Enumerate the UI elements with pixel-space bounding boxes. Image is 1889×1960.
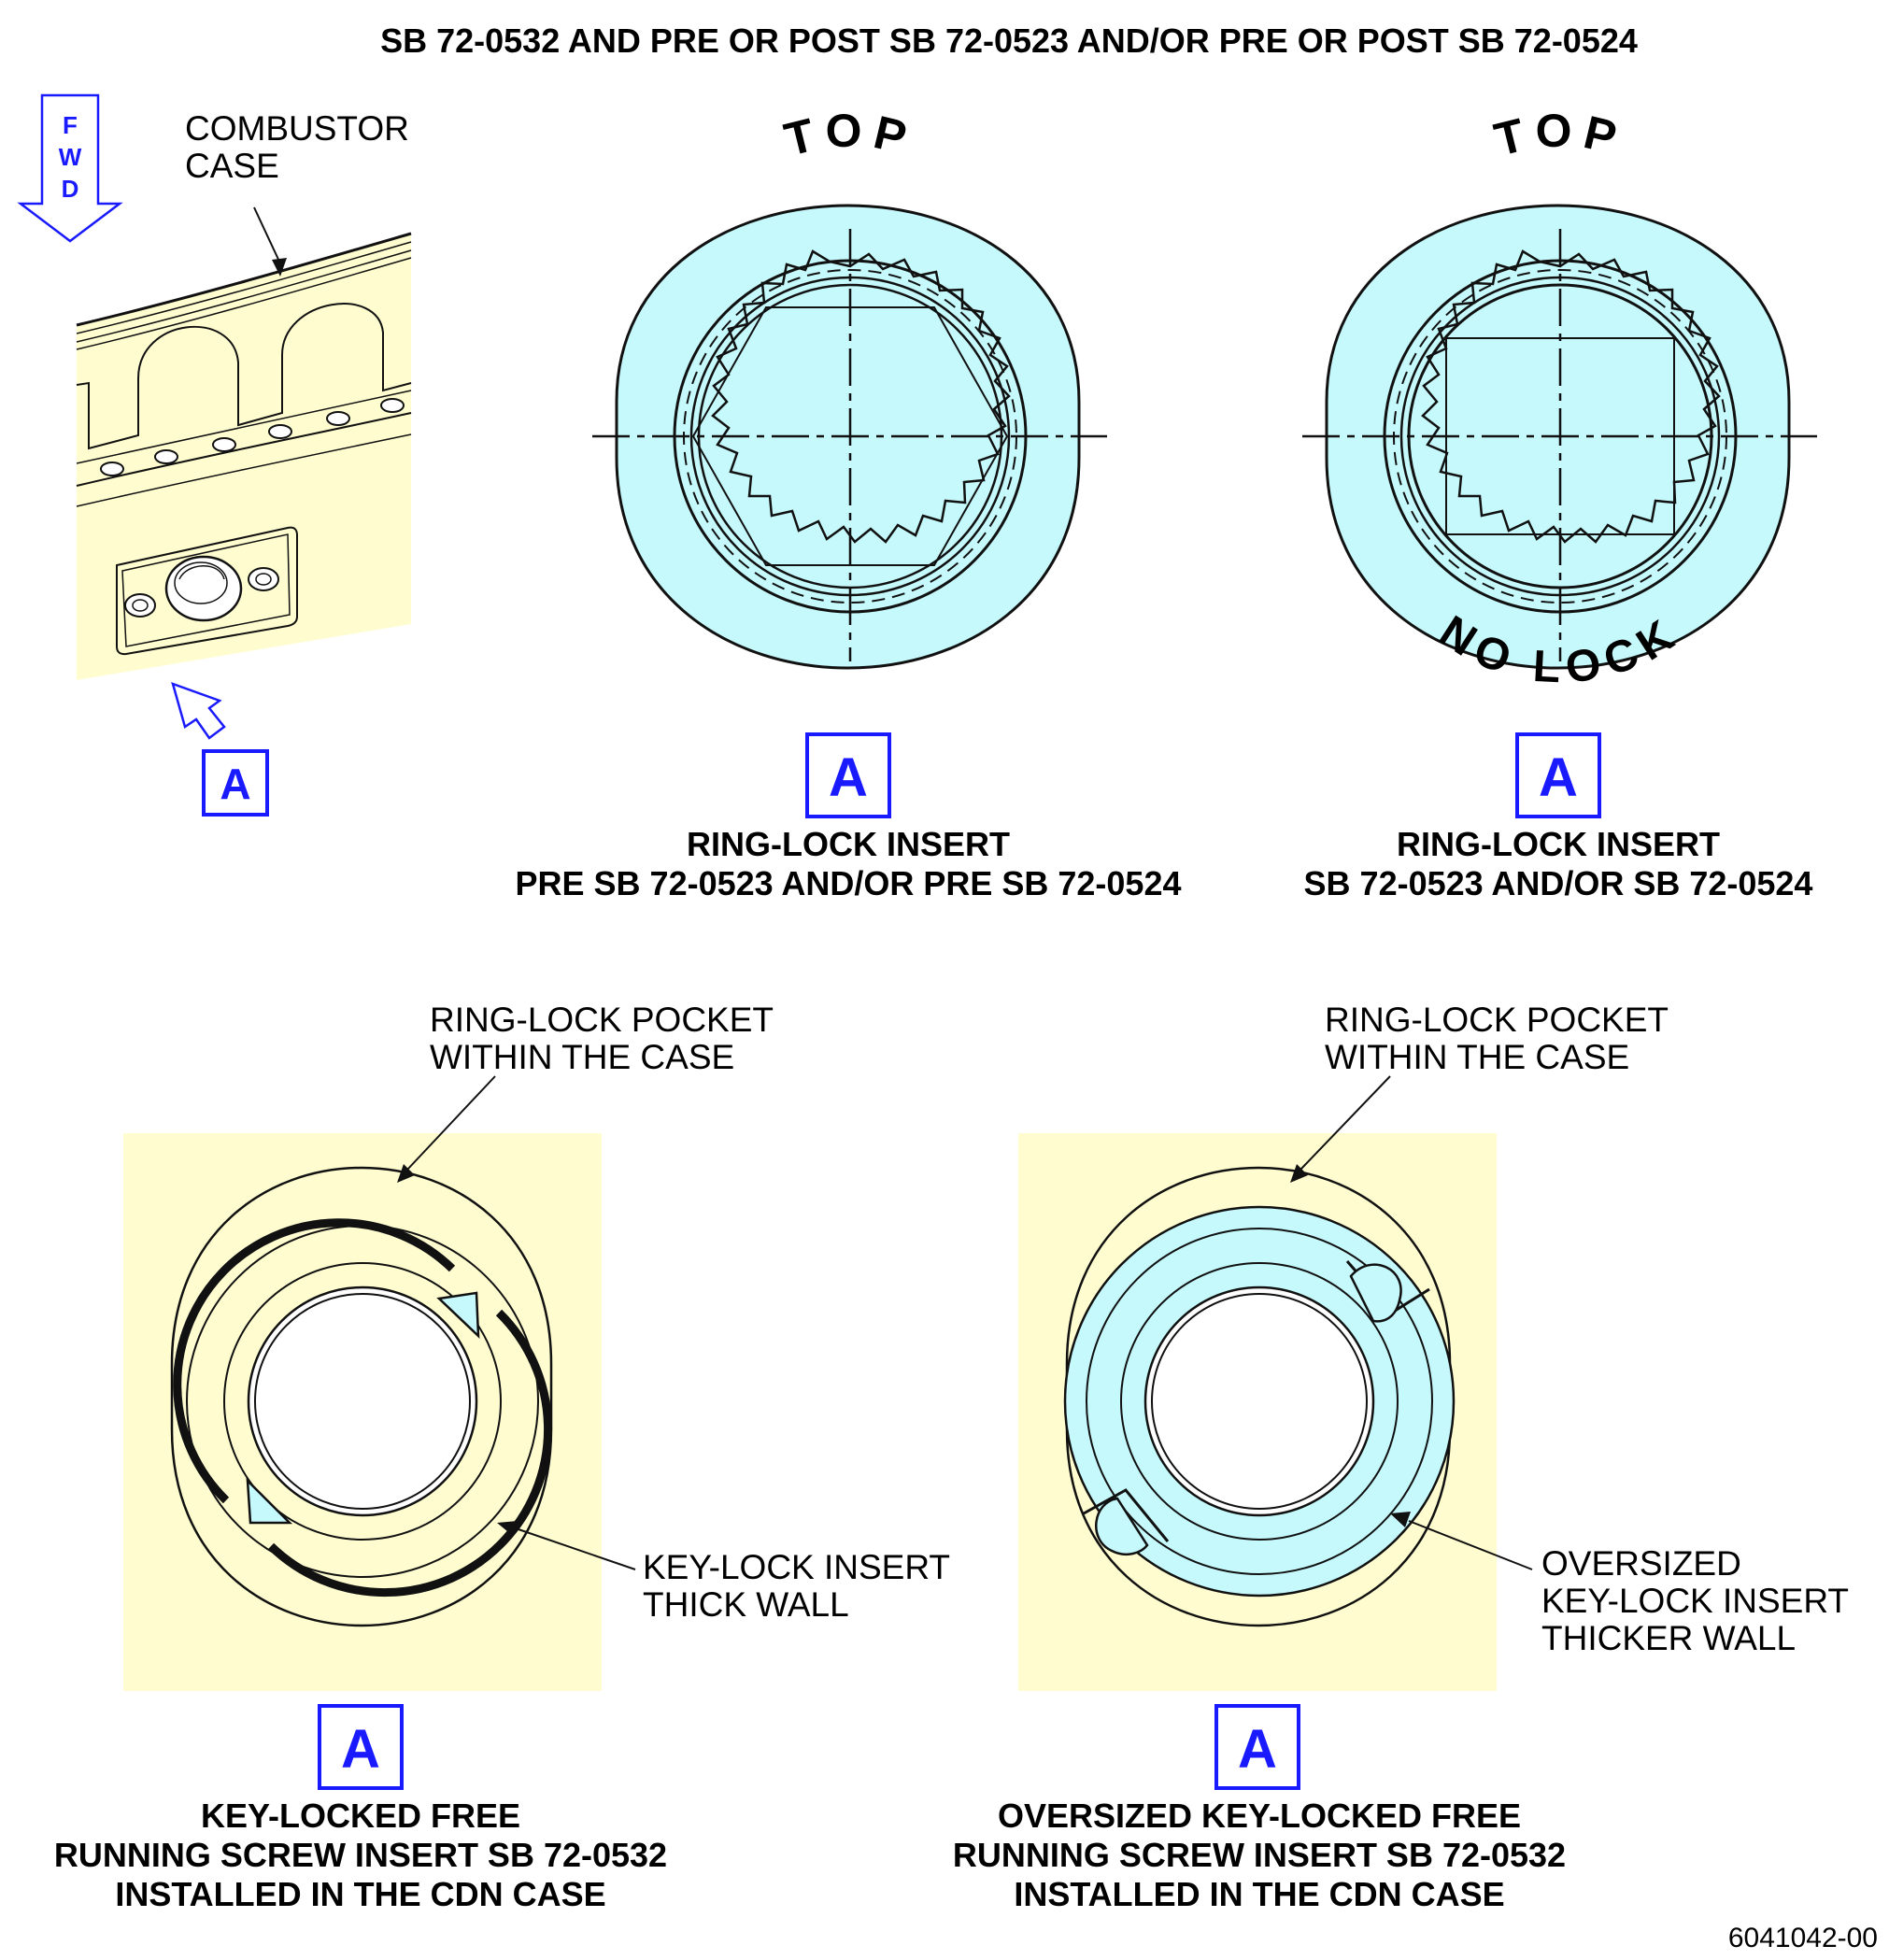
fwd-arrow-icon [21,95,120,241]
view-tag-letter: A [341,1719,380,1780]
arc-label-no-lock: NO LOCK [1430,606,1690,694]
view-direction-arrow-icon [173,684,224,738]
view-caption-line: PRE SB 72-0523 AND/OR PRE SB 72-0524 [515,864,1182,902]
fwd-letter: D [61,175,79,203]
combustor-case-overview [77,109,411,680]
fwd-letter: W [58,143,82,171]
callout-combustor-case-line: CASE [185,147,279,185]
view-caption-line: RUNNING SCREW INSERT SB 72-0532 [952,1836,1567,1874]
callout-oversized-insert-line: THICKER WALL [1541,1619,1797,1657]
view-caption-line: OVERSIZED KEY-LOCKED FREE [997,1797,1522,1835]
callout-ring-lock-pocket-line: WITHIN THE CASE [430,1038,735,1076]
view-caption-line: SB 72-0523 AND/OR SB 72-0524 [1303,864,1813,902]
view-tag-letter: A [829,747,868,808]
view-caption-line: KEY-LOCKED FREE [200,1797,521,1835]
figure-title: SB 72-0532 AND PRE OR POST SB 72-0523 AND/OR PRE OR POST SB 72-0524 [380,21,1638,60]
fwd-letter: F [63,111,78,139]
oversized-key-locked-insert-view [953,1001,1849,1913]
ring-lock-insert-pre-sb-view [516,105,1182,902]
view-tag-letter: A [1539,747,1578,808]
callout-key-lock-insert-line: KEY-LOCK INSERT [643,1548,951,1586]
callout-ring-lock-pocket-line: WITHIN THE CASE [1325,1038,1630,1076]
view-tag-letter: A [220,760,251,808]
view-caption-line: INSTALLED IN THE CDN CASE [115,1875,606,1913]
callout-ring-lock-pocket-line: RING-LOCK POCKET [1325,1001,1669,1039]
callout-key-lock-insert-line: THICK WALL [643,1585,849,1624]
view-caption-line: INSTALLED IN THE CDN CASE [1014,1875,1505,1913]
view-caption-line: RING-LOCK INSERT [687,825,1010,863]
svg-text:TOP [1489,105,1630,166]
callout-oversized-insert-line: KEY-LOCK INSERT [1541,1582,1850,1620]
svg-text:TOP [779,105,920,166]
callout-oversized-insert-line: OVERSIZED [1541,1544,1741,1583]
figure-id: 6041042-00 [1727,1923,1878,1953]
callout-ring-lock-pocket-line: RING-LOCK POCKET [430,1001,774,1039]
ring-lock-insert-sb-view [1302,105,1817,902]
view-tag-letter: A [1238,1719,1277,1780]
key-locked-insert-view [54,1001,950,1913]
arc-label-top: TOP [1489,104,1631,166]
view-tag [204,751,267,815]
view-caption-line: RUNNING SCREW INSERT SB 72-0532 [53,1836,668,1874]
view-caption-line: RING-LOCK INSERT [1397,825,1720,863]
callout-combustor-case-line: COMBUSTOR [185,109,409,148]
arc-label-top: TOP [779,104,921,166]
